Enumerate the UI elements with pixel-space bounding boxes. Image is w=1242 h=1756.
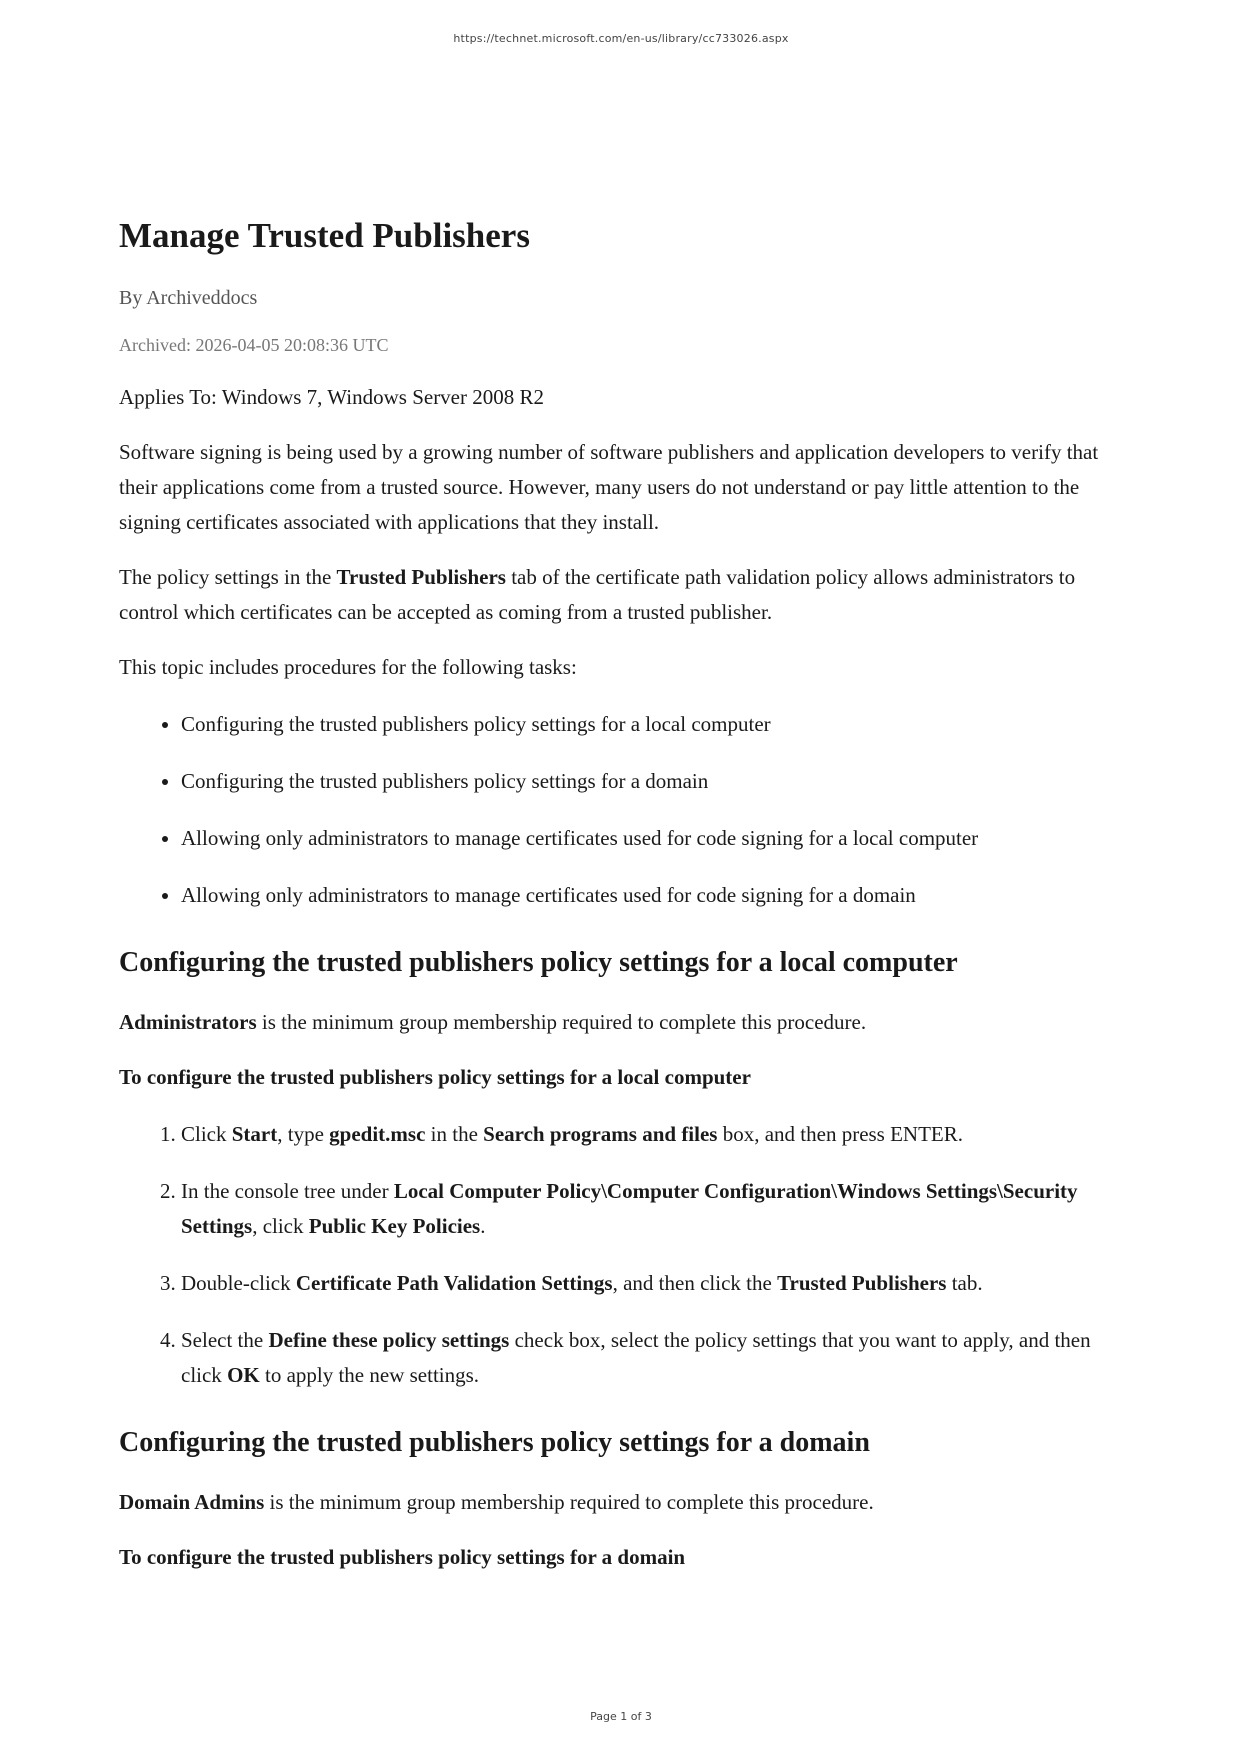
step-bold: Define these policy settings: [268, 1328, 510, 1352]
step-bold: gpedit.msc: [329, 1122, 426, 1146]
policy-paragraph: [119, 560, 1129, 630]
policy-text-bold: Trusted Publishers: [336, 565, 506, 589]
list-item: • Configuring the trusted publishers policy settings for a domain: [181, 764, 1129, 799]
step-text: , click: [252, 1214, 309, 1238]
membership-local: [119, 1005, 1129, 1040]
page-number: Page 1 of 3: [590, 1710, 652, 1723]
step-bold: Search programs and files: [483, 1122, 718, 1146]
membership-local-text: is the minimum group membership required to complete this procedure.: [256, 1010, 867, 1034]
step-item: [181, 1117, 1129, 1152]
page-title: Manage Trusted Publishers: [119, 216, 530, 255]
step-text: .: [480, 1214, 486, 1238]
intro-paragraph: Software signing is being used by a growing number of software publishers and application developers to verify that their applications come from a trusted source. However, many users do not understand or pay little attention to the signing certificates associated with applications that they install.: [119, 440, 1099, 534]
step-text: , type: [277, 1122, 330, 1146]
archived-timestamp: Archived: 2026-04-05 20:08:36 UTC: [119, 335, 389, 355]
list-item: • Allowing only administrators to manage certificates used for code signing for a local computer: [181, 821, 1129, 856]
step-item: [181, 1174, 1129, 1244]
membership-local-bold: Administrators: [119, 1010, 257, 1034]
step-bold: Local Computer Policy\Computer Configuration\Windows Settings\Security Settings: [181, 1179, 1078, 1238]
membership-domain-text: is the minimum group membership required to complete this procedure.: [264, 1490, 874, 1514]
section-heading-local: Configuring the trusted publishers policy settings for a local computer: [119, 947, 958, 978]
article-content: [119, 212, 1129, 1575]
task-list: [119, 707, 1129, 913]
membership-domain: [119, 1485, 1129, 1520]
step-text: in the: [425, 1122, 484, 1146]
policy-text-before: The policy settings in the: [119, 565, 337, 589]
list-item: • Allowing only administrators to manage certificates used for code signing for a domain: [181, 878, 1129, 913]
step-item: [181, 1323, 1129, 1393]
step-bold: Public Key Policies: [308, 1214, 481, 1238]
policy-text-after: tab of the certificate path validation policy allows administrators to control which certificates can be accepted as coming from a trusted publisher.: [119, 565, 1076, 624]
procedure-title-local: To configure the trusted publishers policy settings for a local computer: [119, 1065, 751, 1089]
step-bold: Certificate Path Validation Settings: [295, 1271, 613, 1295]
page-url: https://technet.microsoft.com/en-us/library/cc733026.aspx: [453, 32, 789, 45]
step-text: Click: [181, 1122, 232, 1146]
step-bold: Start: [231, 1122, 278, 1146]
step-text: check box, select the policy settings that you want to apply, and then click: [181, 1328, 1091, 1387]
steps-list-local: [119, 1117, 1129, 1393]
tasks-intro: This topic includes procedures for the following tasks:: [119, 655, 577, 679]
membership-domain-bold: Domain Admins: [119, 1490, 265, 1514]
step-text: Double-click: [181, 1271, 296, 1295]
step-text: Select the: [181, 1328, 269, 1352]
section-heading-domain: Configuring the trusted publishers policy settings for a domain: [119, 1427, 870, 1458]
step-text: to apply the new settings.: [259, 1363, 480, 1387]
step-item: [181, 1266, 1129, 1301]
step-text: box, and then press ENTER.: [717, 1122, 964, 1146]
procedure-title-domain: To configure the trusted publishers policy settings for a domain: [119, 1545, 686, 1569]
step-text: , and then click the: [612, 1271, 778, 1295]
step-text: In the console tree under: [181, 1179, 394, 1203]
list-item: • Configuring the trusted publishers policy settings for a local computer: [181, 707, 1129, 742]
byline: By Archiveddocs: [119, 287, 258, 309]
applies-to: Applies To: Windows 7, Windows Server 2008 R2: [119, 385, 545, 409]
step-text: tab.: [946, 1271, 983, 1295]
step-bold: Trusted Publishers: [777, 1271, 947, 1295]
step-bold: OK: [227, 1363, 260, 1387]
